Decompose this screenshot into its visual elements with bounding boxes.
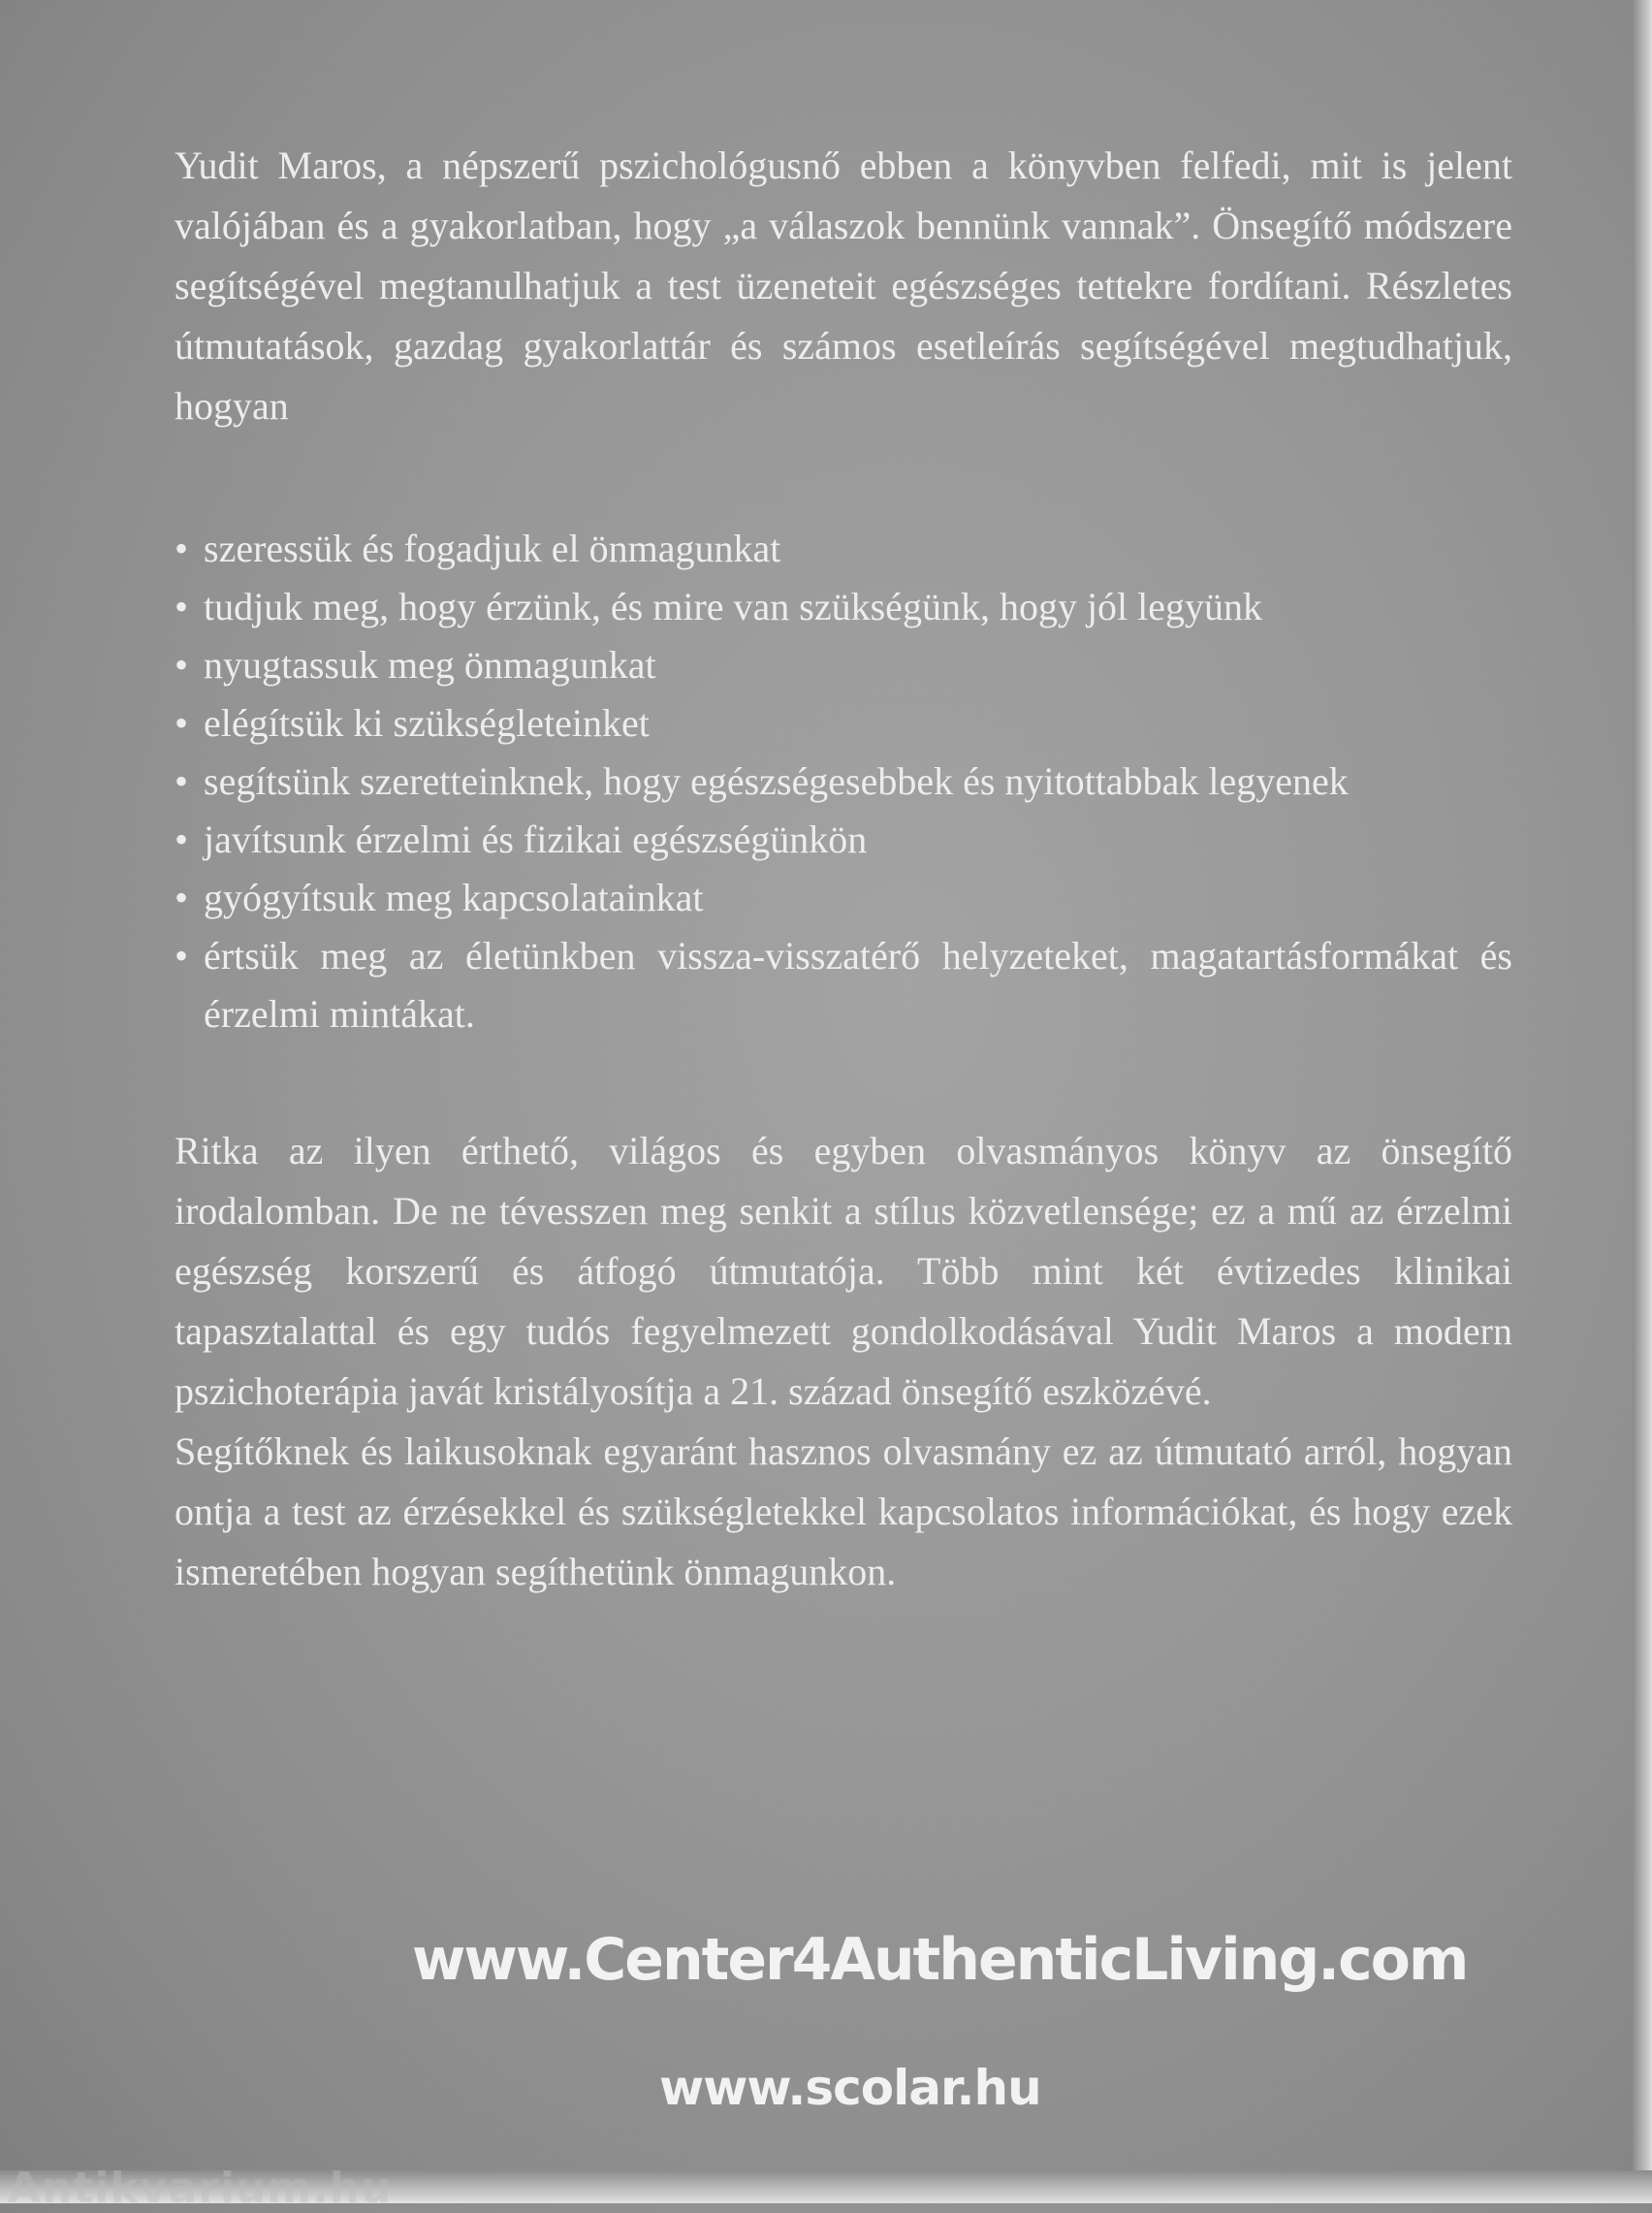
bullet-icon: • <box>175 643 189 687</box>
list-item-text: elégítsük ki szükségleteinket <box>204 701 650 745</box>
list-item-text: szeressük és fogadjuk el önmagunkat <box>204 527 781 570</box>
list-item <box>175 578 1512 636</box>
list-item <box>175 927 1512 1043</box>
list-item-text: tudjuk meg, hogy érzünk, és mire van szükségünk, hogy jól legyünk <box>204 585 1263 628</box>
bullet-icon: • <box>175 701 189 745</box>
list-item-text: nyugtassuk meg önmagunkat <box>204 643 656 687</box>
bullet-icon: • <box>175 759 189 803</box>
list-item <box>175 636 1512 694</box>
watermark-text: Antikvarium.hu <box>8 2164 393 2213</box>
list-item <box>175 694 1512 753</box>
bullet-icon: • <box>175 527 189 570</box>
bullet-icon: • <box>175 585 189 628</box>
bullet-icon: • <box>175 818 189 861</box>
benefits-list <box>175 520 1512 1043</box>
list-item-text: segítsünk szeretteinknek, hogy egészségesebbek és nyitottabbak legyenek <box>204 759 1349 803</box>
page-edge <box>1633 0 1652 2203</box>
intro-paragraph: Yudit Maros, a népszerű pszichológusnő ebben a könyvben felfedi, mit is jelent valójában és a gyakorlatban, hogy „a válaszok bennünk vannak”. Önsegítő módszere segítségével megtanulhatjuk a test üzeneteit egészséges tettekre fordítani. Részletes útmutatások, gazdag gyakorlattár és számos esetleírás segítségével megtudhatjuk, hogyan <box>175 144 1512 428</box>
list-item <box>175 753 1512 811</box>
list-item-text: javítsunk érzelmi és fizikai egészségünkön <box>204 818 868 861</box>
author-website-link[interactable]: www.Center4AuthenticLiving.com <box>412 1926 1468 1994</box>
list-item <box>175 520 1512 578</box>
cover-text <box>175 136 1512 1602</box>
bullet-icon: • <box>175 876 189 919</box>
list-item <box>175 869 1512 927</box>
description-paragraph: Ritka az ilyen érthető, világos és egyben olvasmányos könyv az önsegítő irodalomban. De ne tévesszen meg senkit a stílus közvetlensége; ez a mű az érzelmi egészség korszerű és átfogó útmutatója. Több mint két évtizedes klinikai tapasztalattal és egy tudós fegyelmezett gondolkodásával Yudit Maros a modern pszichoterápia javát kristályosítja a 21. század önsegítő eszközévé. <box>175 1129 1512 1413</box>
list-item <box>175 811 1512 869</box>
list-item-text: értsük meg az életünkben vissza-visszatérő helyzeteket, magatartásformákat és érzelmi mintákat. <box>204 934 1512 1036</box>
closing-paragraph: Segítőknek és laikusoknak egyaránt hasznos olvasmány ez az útmutató arról, hogyan ontja a test az érzésekkel és szükségletekkel kapcsolatos információkat, és hogy ezek ismeretében hogyan segíthetünk önmagunkon. <box>175 1429 1512 1593</box>
bullet-icon: • <box>175 934 189 978</box>
publisher-website-link[interactable]: www.scolar.hu <box>659 2060 1041 2116</box>
list-item-text: gyógyítsuk meg kapcsolatainkat <box>204 876 704 919</box>
